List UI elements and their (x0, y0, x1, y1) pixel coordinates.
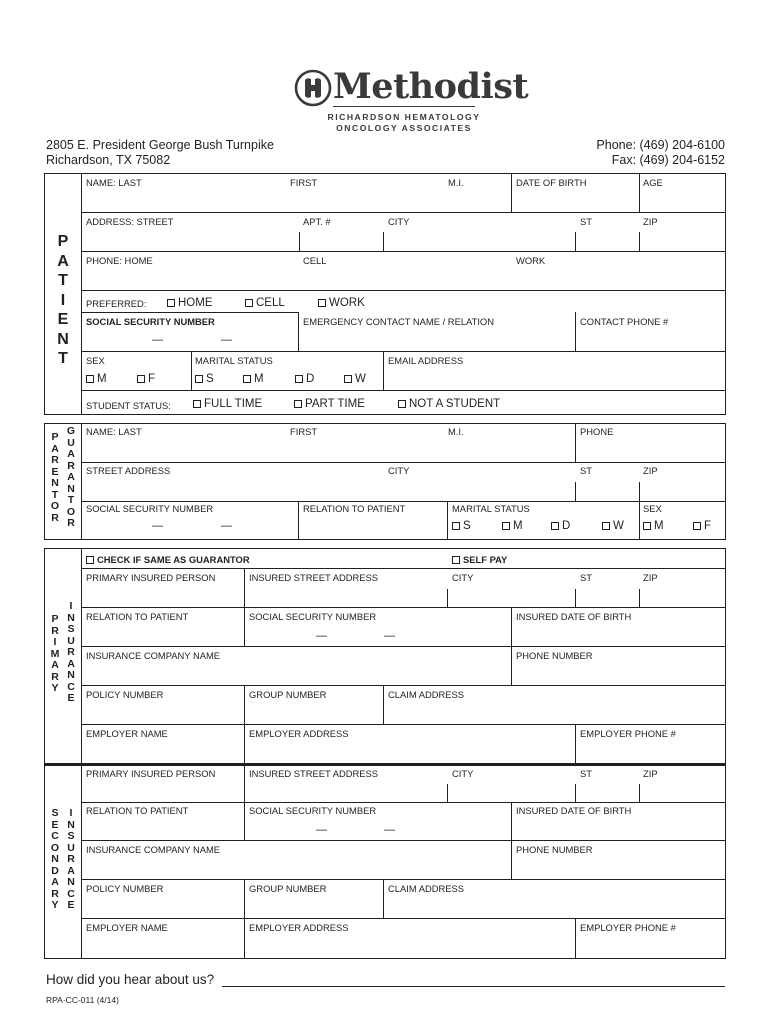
p-relation-label: RELATION TO PATIENT (86, 611, 189, 622)
patient-age-label: AGE (643, 177, 663, 188)
s-employer-address-label: EMPLOYER ADDRESS (249, 922, 349, 933)
self-pay-checkbox[interactable]: SELF PAY (452, 554, 507, 565)
clinic-fax: Fax: (469) 204-6152 (611, 153, 725, 167)
guarantor-last-name-label: NAME: LAST (86, 426, 142, 437)
p-insured-person-label: PRIMARY INSURED PERSON (86, 572, 216, 583)
patient-state-label: ST (580, 216, 592, 227)
clinic-address-line2: Richardson, TX 75082 (46, 153, 171, 167)
s-ssn-dash-1: — (316, 824, 327, 836)
p-insured-dob-label: INSURED DATE OF BIRTH (516, 611, 632, 622)
g-marital-s-checkbox[interactable]: S (452, 520, 471, 533)
pref-cell-checkbox[interactable]: CELL (245, 297, 285, 310)
p-ssn-dash-2: — (384, 630, 395, 642)
g-ssn-dash-2: — (221, 520, 232, 532)
secondary-insurance-side-label: I N S U R A N C E (67, 807, 75, 911)
sex-m-checkbox[interactable]: M (86, 373, 107, 386)
s-relation-label: RELATION TO PATIENT (86, 805, 189, 816)
how-did-you-hear-label: How did you hear about us? (46, 972, 215, 987)
guarantor-phone-label: PHONE (580, 426, 614, 437)
s-claim-label: CLAIM ADDRESS (388, 883, 465, 894)
full-time-checkbox[interactable]: FULL TIME (193, 398, 262, 411)
part-time-checkbox[interactable]: PART TIME (294, 398, 365, 411)
patient-address-label: ADDRESS: STREET (86, 216, 174, 227)
pref-home-checkbox[interactable]: HOME (167, 297, 213, 310)
marital-d-checkbox[interactable]: D (295, 373, 314, 386)
how-did-you-hear-line[interactable] (222, 986, 725, 987)
g-marital-m-checkbox[interactable]: M (502, 520, 523, 533)
s-group-label: GROUP NUMBER (249, 883, 327, 894)
p-employer-address-label: EMPLOYER ADDRESS (249, 728, 349, 739)
guarantor-street-label: STREET ADDRESS (86, 465, 171, 476)
not-student-checkbox[interactable]: NOT A STUDENT (398, 398, 500, 411)
methodist-logo-icon (294, 69, 332, 107)
s-insured-person-label: PRIMARY INSURED PERSON (86, 768, 216, 779)
s-employer-name-label: EMPLOYER NAME (86, 922, 168, 933)
contact-phone-label: CONTACT PHONE # (580, 316, 669, 327)
clinic-phone: Phone: (469) 204-6100 (596, 138, 725, 152)
s-phone-number-label: PHONE NUMBER (516, 844, 593, 855)
patient-city-label: CITY (388, 216, 410, 227)
form-code: RPA-CC-011 (4/14) (46, 995, 119, 1005)
guarantor-city-label: CITY (388, 465, 410, 476)
marital-m-checkbox[interactable]: M (243, 373, 264, 386)
p-employer-phone-label: EMPLOYER PHONE # (580, 728, 676, 739)
student-status-label: STUDENT STATUS: (86, 400, 171, 411)
s-policy-label: POLICY NUMBER (86, 883, 164, 894)
patient-dob-label: DATE OF BIRTH (516, 177, 587, 188)
secondary-side-label: S E C O N D A R Y (50, 807, 60, 911)
guarantor-zip-label: ZIP (643, 465, 658, 476)
s-city-label: CITY (452, 768, 474, 779)
guarantor-relation-label: RELATION TO PATIENT (303, 503, 406, 514)
g-sex-m-checkbox[interactable]: M (643, 520, 664, 533)
p-group-label: GROUP NUMBER (249, 689, 327, 700)
patient-last-name-label: NAME: LAST (86, 177, 142, 188)
guarantor-state-label: ST (580, 465, 592, 476)
patient-cell-label: CELL (303, 255, 327, 266)
marital-w-checkbox[interactable]: W (344, 373, 366, 386)
guarantor-mi-label: M.I. (448, 426, 464, 437)
patient-home-phone-label: PHONE: HOME (86, 255, 153, 266)
g-marital-d-checkbox[interactable]: D (551, 520, 570, 533)
s-insured-street-label: INSURED STREET ADDRESS (249, 768, 379, 779)
p-insured-street-label: INSURED STREET ADDRESS (249, 572, 379, 583)
patient-zip-label: ZIP (643, 216, 658, 227)
patient-marital-label: MARITAL STATUS (195, 355, 273, 366)
logo-subtitle-2: ONCOLOGY ASSOCIATES (336, 123, 472, 133)
patient-work-label: WORK (516, 255, 546, 266)
same-as-guarantor-checkbox[interactable]: CHECK IF SAME AS GUARANTOR (86, 554, 250, 565)
parent-side-label: P A R E N T O R (50, 431, 60, 524)
patient-side-label: P A T I E N T (57, 233, 69, 367)
p-employer-name-label: EMPLOYER NAME (86, 728, 168, 739)
ssn-dash-2: — (221, 334, 232, 346)
p-ssn-dash-1: — (316, 630, 327, 642)
patient-ssn-label: SOCIAL SECURITY NUMBER (86, 316, 215, 327)
guarantor-first-name-label: FIRST (290, 426, 318, 437)
emergency-contact-label: EMERGENCY CONTACT NAME / RELATION (303, 316, 494, 327)
s-ssn-label: SOCIAL SECURITY NUMBER (249, 805, 377, 816)
pref-work-checkbox[interactable]: WORK (318, 297, 365, 310)
sex-f-checkbox[interactable]: F (137, 373, 155, 386)
clinic-address-line1: 2805 E. President George Bush Turnpike (46, 138, 274, 152)
p-zip-label: ZIP (643, 572, 658, 583)
p-state-label: ST (580, 572, 592, 583)
patient-apt-label: APT. # (303, 216, 331, 227)
logo-subtitle-1: RICHARDSON HEMATOLOGY (327, 112, 481, 122)
p-claim-label: CLAIM ADDRESS (388, 689, 465, 700)
preferred-label: PREFERRED: (86, 298, 147, 309)
primary-side-label: P R I M A R Y (50, 613, 60, 694)
s-state-label: ST (580, 768, 592, 779)
p-company-label: INSURANCE COMPANY NAME (86, 650, 221, 661)
patient-first-name-label: FIRST (290, 177, 318, 188)
p-city-label: CITY (452, 572, 474, 583)
guarantor-marital-label: MARITAL STATUS (452, 503, 530, 514)
guarantor-sex-label: SEX (643, 503, 662, 514)
s-ssn-dash-2: — (384, 824, 395, 836)
g-sex-f-checkbox[interactable]: F (693, 520, 711, 533)
p-policy-label: POLICY NUMBER (86, 689, 164, 700)
logo-rule (333, 106, 475, 107)
primary-insurance-side-label: I N S U R A N C E (67, 600, 75, 704)
s-zip-label: ZIP (643, 768, 658, 779)
p-phone-number-label: PHONE NUMBER (516, 650, 593, 661)
s-insured-dob-label: INSURED DATE OF BIRTH (516, 805, 632, 816)
guarantor-side-label: G U A R A N T O R (66, 425, 76, 529)
p-ssn-label: SOCIAL SECURITY NUMBER (249, 611, 377, 622)
patient-sex-label: SEX (86, 355, 105, 366)
guarantor-ssn-label: SOCIAL SECURITY NUMBER (86, 503, 214, 514)
g-ssn-dash-1: — (152, 520, 163, 532)
patient-email-label: EMAIL ADDRESS (388, 355, 464, 366)
s-employer-phone-label: EMPLOYER PHONE # (580, 922, 676, 933)
logo-wordmark: Methodist (333, 66, 529, 107)
s-company-label: INSURANCE COMPANY NAME (86, 844, 221, 855)
patient-mi-label: M.I. (448, 177, 464, 188)
ssn-dash-1: — (152, 334, 163, 346)
g-marital-w-checkbox[interactable]: W (602, 520, 624, 533)
marital-s-checkbox[interactable]: S (195, 373, 214, 386)
